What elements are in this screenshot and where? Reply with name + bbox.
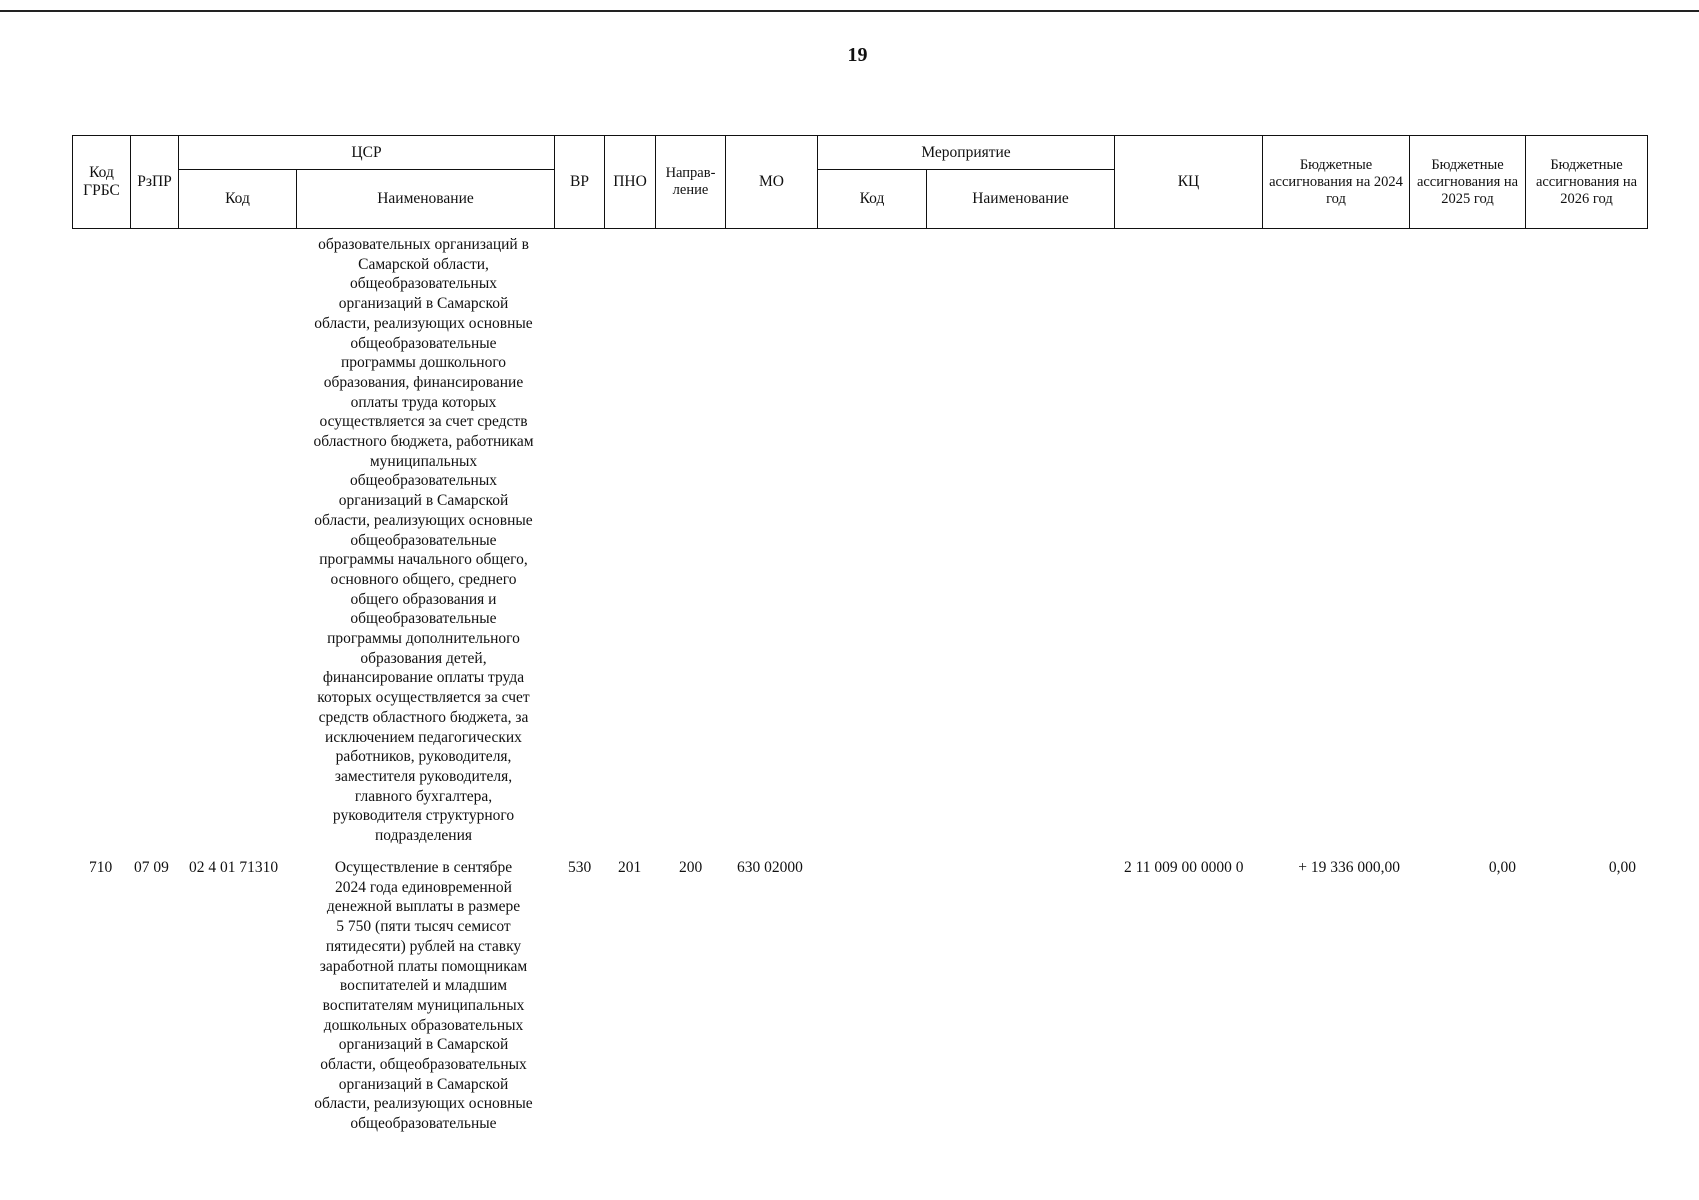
continued-name-text: образовательных организаций в Самарской области, общеобразовательных организаций в Самарской области, реализующих основные общеобразовательные программы дошкольного образования, финансирование оплаты труда которых осуществляется за счет средств областного бюджета, работникам муниципальных общеобразовательных организаций в Самарской области, реализующих основные общеобразовательные программы начального общего, основного общего, среднего общего образования и общеобразовательные программы дополнительного образования детей, финансирование оплаты труда которых осуществляется за счет средств областного бюджета, за исключением педагогических работников, руководителя, заместителя руководителя, главного бухгалтера, руководителя структурного подразделения [313,236,534,845]
header-meropriyatie: Мероприятие [818,136,1115,170]
page-number: 19 [847,44,868,66]
header-pno: ПНО [605,136,656,229]
header-kod-grbs: Код ГРБС [73,136,131,229]
row-csr-kod: 02 4 01 71310 [189,859,279,876]
row-mo: 630 02000 [737,859,803,876]
header-kc: КЦ [1115,136,1263,229]
header-budget-2025: Бюджетные ассигнования на 2025 год [1410,136,1526,229]
row-budget-2024: + 19 336 000,00 [1298,859,1400,876]
header-csr: ЦСР [179,136,555,170]
row-pno: 201 [618,859,642,876]
row-budget-2025: 0,00 [1488,859,1516,876]
row-kc: 2 11 009 00 0000 0 [1124,859,1244,876]
row-napravlenie: 200 [679,859,703,876]
row-kod-grbs: 710 [89,859,113,876]
header-csr-kod: Код [179,170,297,229]
header-mer-kod: Код [818,170,927,229]
row-vr: 530 [568,859,592,876]
header-budget-2026: Бюджетные ассигнования на 2026 год [1526,136,1648,229]
row-rzpr: 07 09 [134,859,169,876]
header-budget-2024: Бюджетные ассигнования на 2024 год [1263,136,1410,229]
header-mer-name: Наименование [927,170,1115,229]
table-header [72,135,1648,229]
row-budget-2026: 0,00 [1608,859,1636,876]
header-rzpr: РзПР [131,136,179,229]
header-napravlenie: Направ-ление [656,136,726,229]
header-csr-name: Наименование [297,170,555,229]
top-rule [0,10,1699,12]
header-vr: ВР [555,136,605,229]
header-mo: МО [726,136,818,229]
row-name: Осуществление в сентябре 2024 года единовременной денежной выплаты в размере 5 750 (пяти тысяч семисот пятидесяти) рублей на ставку заработной платы помощникам воспитателей и младшим воспитателям муниципальных дошкольных образовательных организаций в Самарской области, общеобразовательных организаций в Самарской области, реализующих основные общеобразовательные [314,859,533,1133]
